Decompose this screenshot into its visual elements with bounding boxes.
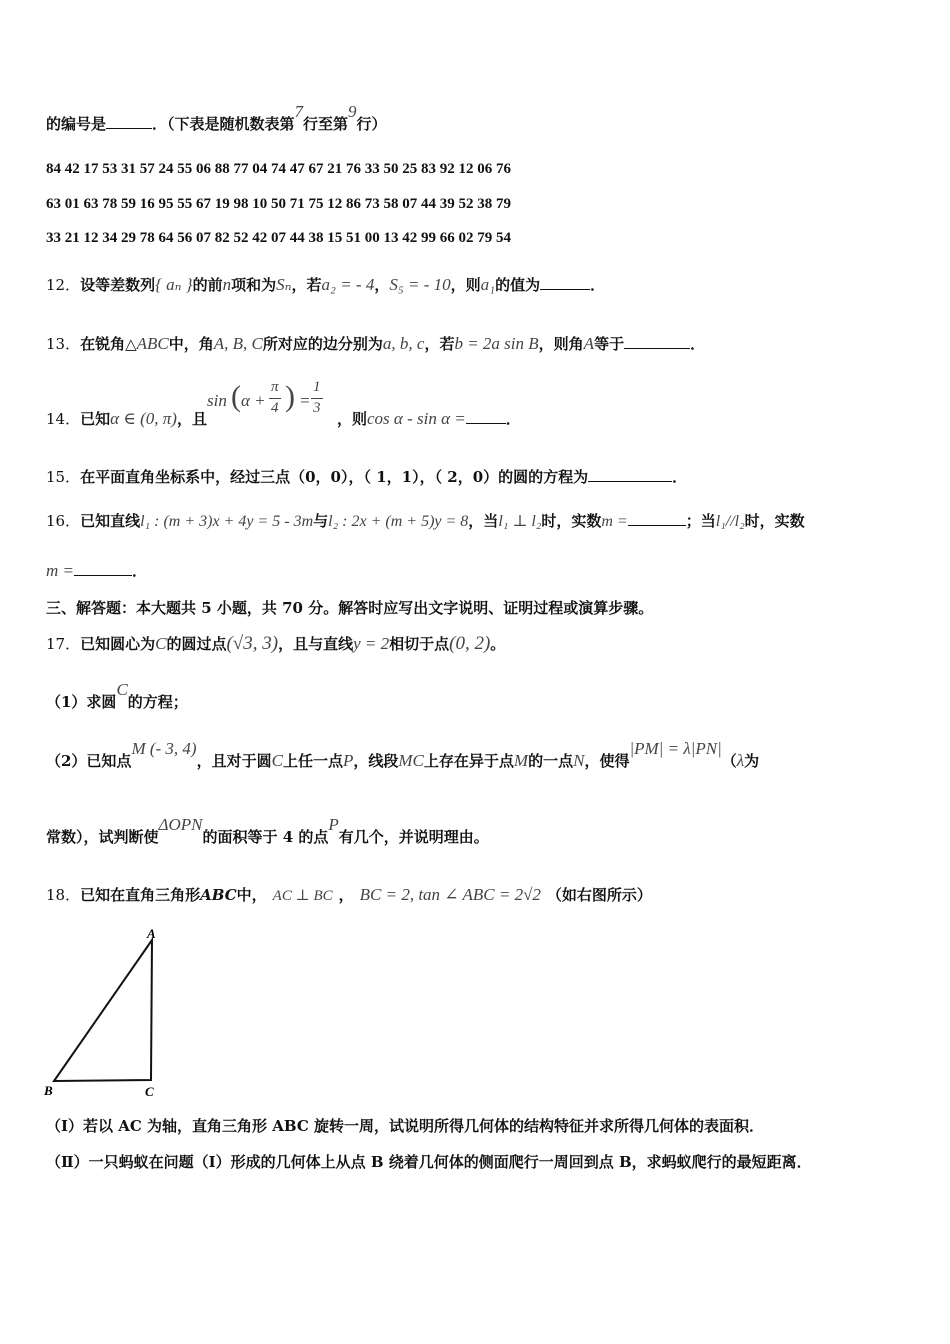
question-17-part2: （2）已知点M (- 3, 4)，且对于圆C上任一点P，线段MC上存在异于点M的一点N，使得|PM| = λ|PN|（λ为 [46, 739, 760, 770]
answer-blank [74, 561, 132, 576]
triangle-figure [40, 925, 170, 1100]
question-18: 18．已知在直角三角形ABC中， AC ⊥ BC ， BC = 2, tan ∠ ABC = 2√2 （如右图所示） [46, 885, 652, 904]
question-16-line2: m = ． [46, 561, 148, 580]
triangle-abc [54, 940, 152, 1081]
answer-blank [466, 409, 506, 424]
answer-blank [588, 467, 672, 482]
answer-blank [106, 114, 152, 129]
section-heading: 三、解答题：本大题共 5 小题，共 70 分。解答时应写出文字说明、证明过程或演算步骤。 [46, 599, 654, 617]
random-table-row: 84 42 17 53 31 57 24 55 06 88 77 04 74 47 67 21 76 33 50 25 83 92 12 06 76 [46, 161, 511, 177]
question-16: 16．已知直线l₁ : (m + 3)x + 4y = 5 - 3m与l₂ : 2x + (m + 5)y = 8，当l₁ ⊥ l₂时，实数m = ；当l₁//l₂时，实数 [46, 512, 805, 530]
question-17-part2-line2: 常数），试判断使ΔOPN的面积等于 4 的点P有几个，并说明理由。 [46, 815, 489, 846]
question-13: 13．在锐角△ABC中，角A, B, C所对应的边分别为a, b, c，若b = 2a sin B，则角A等于 ． [46, 334, 706, 353]
question-12: 12．设等差数列{ aₙ }的前n项和为Sₙ，若a₂ = - 4，S₅ = - 10，则a₁的值为 ． [46, 275, 606, 294]
question-18-part1: （Ⅰ）若以 AC 为轴，直角三角形 ABC 旋转一周，试说明所得几何体的结构特征并求所得几何体的表面积． [46, 1117, 765, 1135]
question-17-part1: （1）求圆C的方程； [46, 680, 188, 711]
vertex-label-a: A [147, 926, 156, 941]
random-table-row: 63 01 63 78 59 16 95 55 67 19 98 10 50 71 75 12 86 73 58 07 44 39 52 38 79 [46, 196, 511, 212]
answer-blank [540, 275, 590, 290]
answer-blank [628, 511, 686, 526]
random-table-row: 33 21 12 34 29 78 64 56 07 82 52 42 07 44 38 15 51 00 13 42 99 66 02 79 54 [46, 230, 511, 246]
vertex-label-c: C [145, 1084, 154, 1099]
vertex-label-b: B [44, 1083, 53, 1098]
question-17: 17．已知圆心为C的圆过点(√3, 3)，且与直线y = 2相切于点(0, 2)。 [46, 633, 506, 654]
question-15: 15．在平面直角坐标系中，经过三点（0，0），（ 1，1），（ 2，0）的圆的方程为 ． [46, 468, 688, 486]
row-start-number: 7 [294, 102, 304, 121]
sin-expression: sin ( α + π 4 ) = 1 3 [207, 404, 337, 424]
row-end-number: 9 [348, 102, 357, 121]
answer-blank [624, 334, 690, 349]
question-14: 14．已知α ∈ (0, π)，且 sin ( α + π 4 ) = 1 3 ，则cos α - sin α = ． [46, 379, 521, 428]
question-18-part2: （Ⅱ）一只蚂蚁在问题（Ⅰ）形成的几何体上从点 B 绕着几何体的侧面爬行一周回到点 B，求蚂蚁爬行的最短距离． [46, 1153, 812, 1171]
intro-line: 的编号是 ．（下表是随机数表第7行至第9行） [46, 102, 387, 133]
